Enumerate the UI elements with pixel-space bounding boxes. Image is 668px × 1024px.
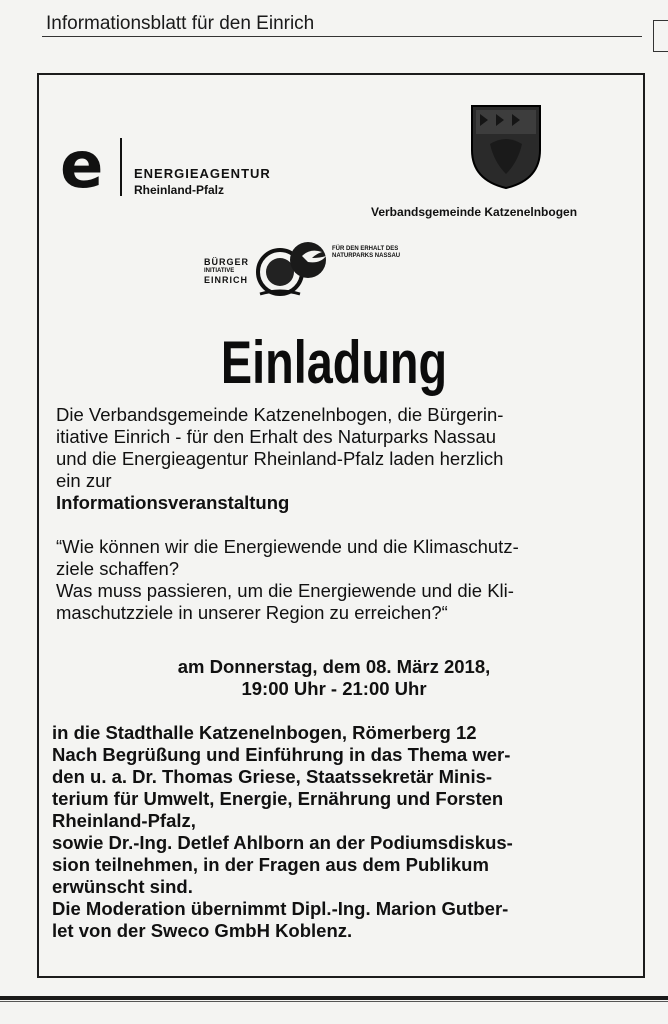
page-corner-box [653, 20, 668, 52]
bottom-divider [0, 996, 668, 1000]
intro-line: Die Verbandsgemeinde Katzenelnbogen, die Bürgerin- [56, 404, 504, 425]
detail-line: den u. a. Dr. Thomas Griese, Staatssekretär Minis- [52, 766, 493, 787]
bi-line1: BÜRGER [204, 257, 250, 267]
energieagentur-region: Rheinland-Pfalz [134, 183, 225, 197]
intro-line: ein zur [56, 470, 112, 491]
bi-line2: INITIATIVE [204, 268, 235, 274]
bi-tagline-line2: NATURPARKS NASSAU [332, 253, 401, 259]
event-time: 19:00 Uhr - 21:00 Uhr [241, 678, 427, 699]
detail-line: let von der Sweco GmbH Koblenz. [52, 920, 353, 941]
buergerinitiative-logo [198, 232, 438, 302]
intro-line: itiative Einrich - für den Erhalt des Naturparks Nassau [56, 426, 497, 447]
energieagentur-divider [120, 138, 122, 196]
event-date: am Donnerstag, dem 08. März 2018, [177, 656, 491, 677]
question-line: Was muss passieren, um die Energiewende und die Kli- [56, 580, 514, 601]
header-divider [42, 36, 642, 37]
coat-of-arms-icon [470, 104, 542, 190]
intro-line: und die Energieagentur Rheinland-Pfalz laden herzlich [56, 448, 504, 469]
event-type: Informationsveranstaltung [56, 492, 290, 513]
bi-tagline-line1: FÜR DEN ERHALT DES [332, 246, 399, 252]
question-line: “Wie können wir die Energiewende und die Klimaschutz- [56, 536, 519, 557]
detail-line: Nach Begrüßung und Einführung in das Thema wer- [52, 744, 511, 765]
detail-line: Rheinland-Pfalz, [52, 810, 196, 831]
bi-line3: EINRICH [204, 275, 249, 285]
detail-line: terium für Umwelt, Energie, Ernährung und Forsten [52, 788, 504, 809]
newspaper-header-title: Informationsblatt für den Einrich [46, 13, 315, 34]
page-title: Einladung [220, 329, 448, 396]
energieagentur-e-icon: e [60, 129, 104, 203]
detail-line: sowie Dr.-Ing. Detlef Ahlborn an der Podiumsdiskus- [52, 832, 513, 853]
energieagentur-logo [60, 129, 300, 204]
bi-tagline [332, 246, 442, 260]
verbandsgemeinde-name: Verbandsgemeinde Katzenelnbogen [371, 205, 578, 219]
detail-line: sion teilnehmen, in der Fragen aus dem Publikum [52, 854, 489, 875]
detail-line: in die Stadthalle Katzenelnbogen, Römerberg 12 [52, 722, 477, 743]
detail-line: Die Moderation übernimmt Dipl.-Ing. Marion Gutber- [52, 898, 509, 919]
question-line: maschutzziele in unserer Region zu erreichen?“ [56, 602, 448, 623]
energieagentur-name: ENERGIEAGENTUR [134, 166, 271, 181]
detail-line: erwünscht sind. [52, 876, 193, 897]
bottom-divider-thin [0, 1001, 668, 1002]
bird-tree-icon [254, 236, 338, 298]
question-line: ziele schaffen? [56, 558, 180, 579]
